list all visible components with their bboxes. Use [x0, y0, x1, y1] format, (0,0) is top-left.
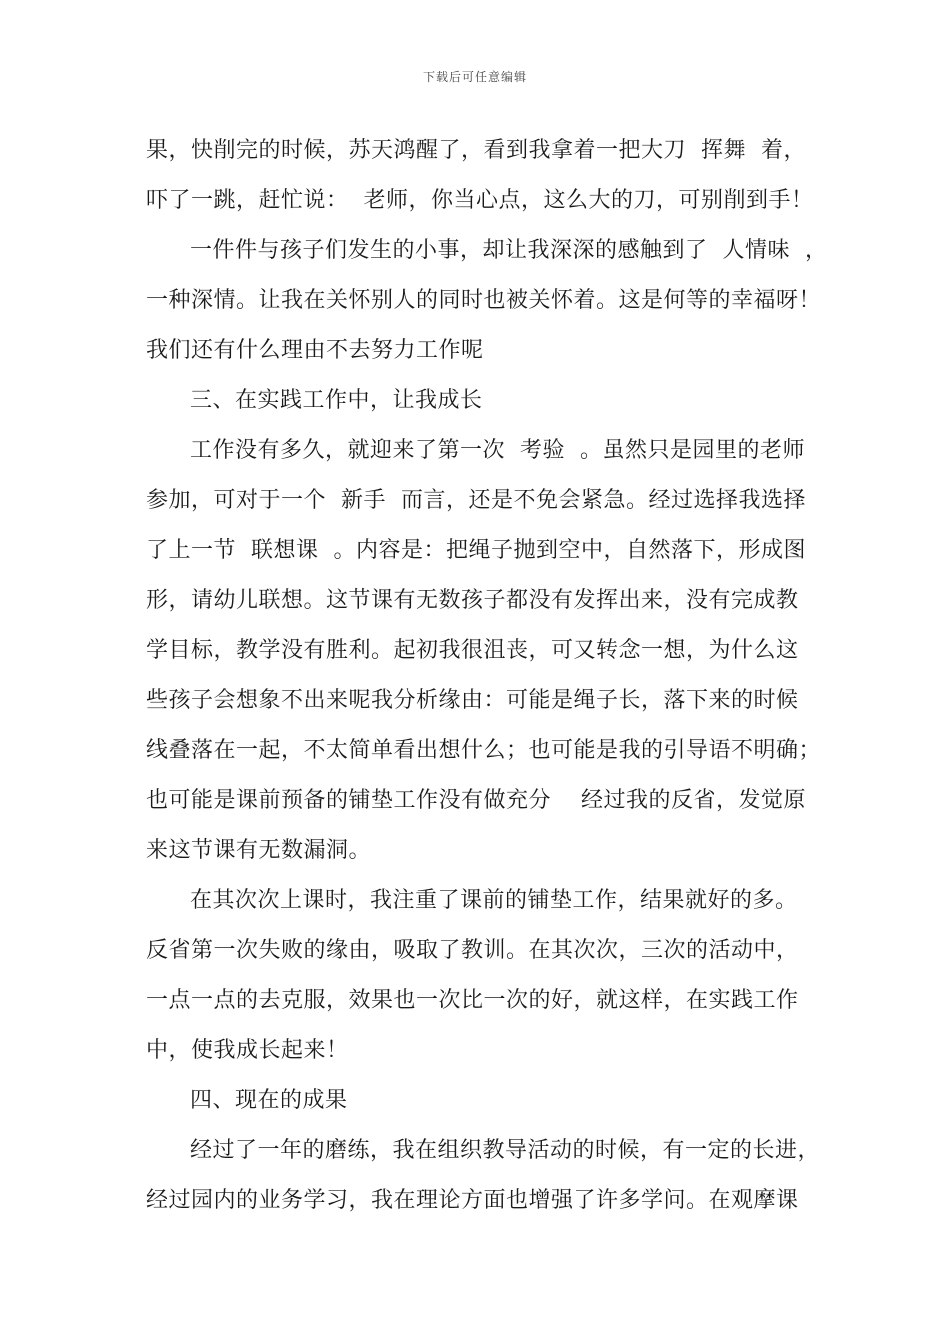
page-header-note: 下载后可任意编辑 — [422, 70, 527, 84]
paragraph-start-line: 在其次次上课时，我注重了课前的铺垫工作，结果就好的多。 — [190, 888, 798, 913]
paragraph-start-line: 经过了一年的磨练，我在组织教导活动的时候，有一定的长进， — [190, 1138, 821, 1163]
section-heading-3: 三、在实践工作中，让我成长 — [190, 388, 483, 413]
paragraph-start-line: 一件件与孩子们发生的小事，却让我深深的感触到了 人情味 ， — [190, 238, 828, 263]
text-line: 了上一节 联想课 。内容是：把绳子抛到空中，自然落下，形成图 — [146, 538, 806, 563]
text-line: 经过园内的业务学习，我在理论方面也增强了许多学问。在观摩课 — [146, 1188, 799, 1213]
section-heading-4: 四、现在的成果 — [190, 1088, 348, 1113]
text-line: 形，请幼儿联想。这节课有无数孩子都没有发挥出来，没有完成教 — [146, 588, 799, 613]
text-line: 参加，可对于一个 新手 而言，还是不免会紧急。经过选择我选择 — [146, 488, 806, 513]
text-line: 反省第一次失败的缘由，吸取了教训。在其次次，三次的活动中， — [146, 938, 799, 963]
text-line: 学目标，教学没有胜利。起初我很沮丧，可又转念一想，为什么这 — [146, 638, 799, 663]
text-line: 果，快削完的时候，苏天鸿醒了，看到我拿着一把大刀 挥舞 着， — [146, 138, 806, 163]
text-line: 一种深情。让我在关怀别人的同时也被关怀着。这是何等的幸福呀！ — [146, 288, 822, 313]
text-line: 吓了一跳，赶忙说： 老师，你当心点，这么大的刀，可别削到手！ — [146, 188, 814, 213]
text-line: 一点一点的去克服，效果也一次比一次的好，就这样，在实践工作 — [146, 988, 799, 1013]
paragraph-start-line: 工作没有多久，就迎来了第一次 考验 。虽然只是园里的老师 — [190, 438, 805, 463]
text-line: 线叠落在一起，不太简单看出想什么；也可能是我的引导语不明确； — [146, 738, 822, 763]
text-line: 也可能是课前预备的铺垫工作没有做充分 经过我的反省，发觉原 — [146, 788, 806, 813]
text-line: 我们还有什么理由不去努力工作呢 — [146, 338, 484, 363]
text-line: 些孩子会想象不出来呢我分析缘由：可能是绳子长，落下来的时候 — [146, 688, 799, 713]
text-line: 中，使我成长起来！ — [146, 1038, 349, 1063]
text-line: 来这节课有无数漏洞。 — [146, 838, 372, 863]
